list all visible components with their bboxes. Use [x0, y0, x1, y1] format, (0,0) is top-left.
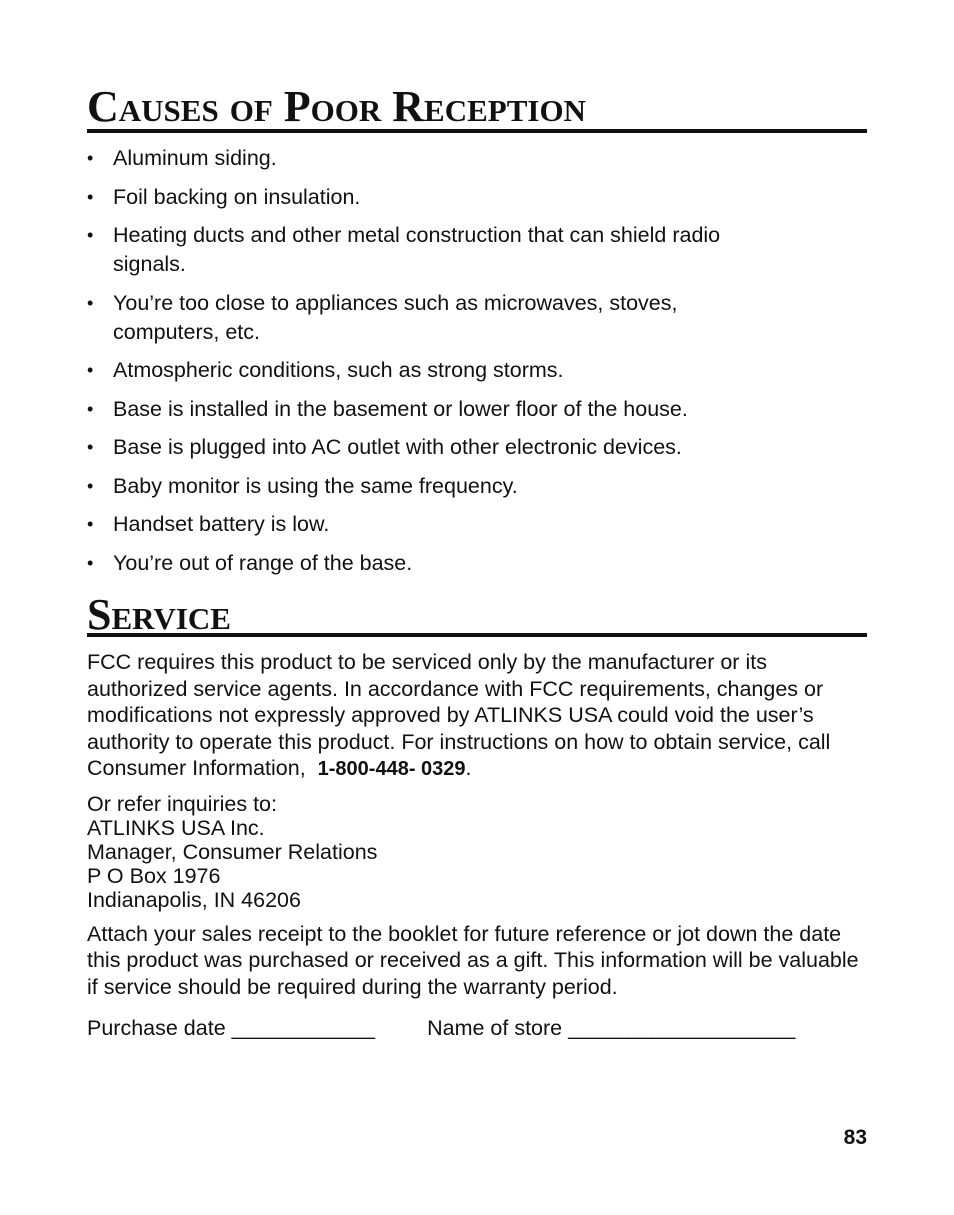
address-line: Manager, Consumer Relations: [87, 839, 378, 864]
service-intro-end: .: [465, 756, 472, 780]
list-item: [87, 221, 867, 279]
causes-list: [87, 144, 867, 587]
bullet-icon: •: [87, 148, 94, 168]
manual-page: [87, 0, 867, 1215]
list-item: [87, 549, 867, 578]
purchase-record-row: [87, 1013, 867, 1043]
service-section: [87, 649, 867, 1009]
list-item: [87, 144, 867, 173]
list-item: [87, 472, 867, 501]
list-item-text: Baby monitor is using the same frequency.: [113, 473, 518, 498]
list-item-text: Foil backing on insulation.: [113, 184, 361, 209]
address-line: Indianapolis, IN 46206: [87, 887, 301, 912]
list-item: [87, 395, 867, 424]
service-intro-paragraph: [87, 649, 867, 783]
bullet-icon: •: [87, 360, 94, 380]
address-line: Or refer inquiries to:: [87, 791, 277, 816]
list-item: [87, 289, 867, 347]
list-item: [87, 183, 867, 212]
store-name-field: Name of store ___________________: [427, 1016, 796, 1040]
bullet-icon: •: [87, 398, 94, 419]
bullet-icon: •: [87, 225, 94, 245]
list-item: [87, 510, 867, 539]
list-item-text: Heating ducts and other metal construction that can shield radio signals.: [113, 223, 721, 276]
list-item: [87, 356, 867, 385]
service-heading: Service: [87, 593, 867, 637]
list-item-text: Aluminum siding.: [113, 146, 277, 170]
list-item-text: Handset battery is low.: [113, 512, 330, 536]
bullet-icon: •: [87, 514, 94, 534]
page-number: 83: [843, 1126, 867, 1149]
bullet-icon: •: [87, 292, 94, 313]
list-item: [87, 433, 867, 462]
list-item-text: Base is installed in the basement or lower floor of the house.: [113, 396, 688, 421]
bullet-icon: •: [87, 475, 94, 496]
causes-heading: Causes of Poor Reception: [87, 85, 867, 133]
list-item-text: Base is plugged into AC outlet with other electronic devices.: [113, 435, 682, 459]
service-intro-text: FCC requires this product to be serviced only by the manufacturer or its authorized service agents. In accordance with FCC requirements, changes or modifications not expressly approved by ATLINKS USA could void the user’s authority to operate this product. For instructions on how to obtain service, call Consumer Information,: [87, 650, 831, 780]
address-line: ATLINKS USA Inc.: [87, 815, 265, 840]
receipt-note-paragraph: Attach your sales receipt to the booklet for future reference or jot down the date this product was purchased or received as a gift. This information will be valuable if service should be required during the warranty period.: [87, 921, 859, 999]
address-line: P O Box 1976: [87, 863, 221, 888]
list-item-text: You’re too close to appliances such as microwaves, stoves, computers, etc.: [113, 290, 678, 344]
list-item-text: Atmospheric conditions, such as strong storms.: [113, 358, 564, 382]
bullet-icon: •: [87, 552, 94, 573]
bullet-icon: •: [87, 437, 94, 457]
purchase-date-field: Purchase date ____________: [87, 1016, 376, 1040]
service-address-block: [87, 792, 867, 912]
consumer-info-phone: 1-800-448- 0329: [317, 758, 466, 780]
bullet-icon: •: [87, 186, 94, 207]
list-item-text: You’re out of range of the base.: [113, 550, 413, 575]
